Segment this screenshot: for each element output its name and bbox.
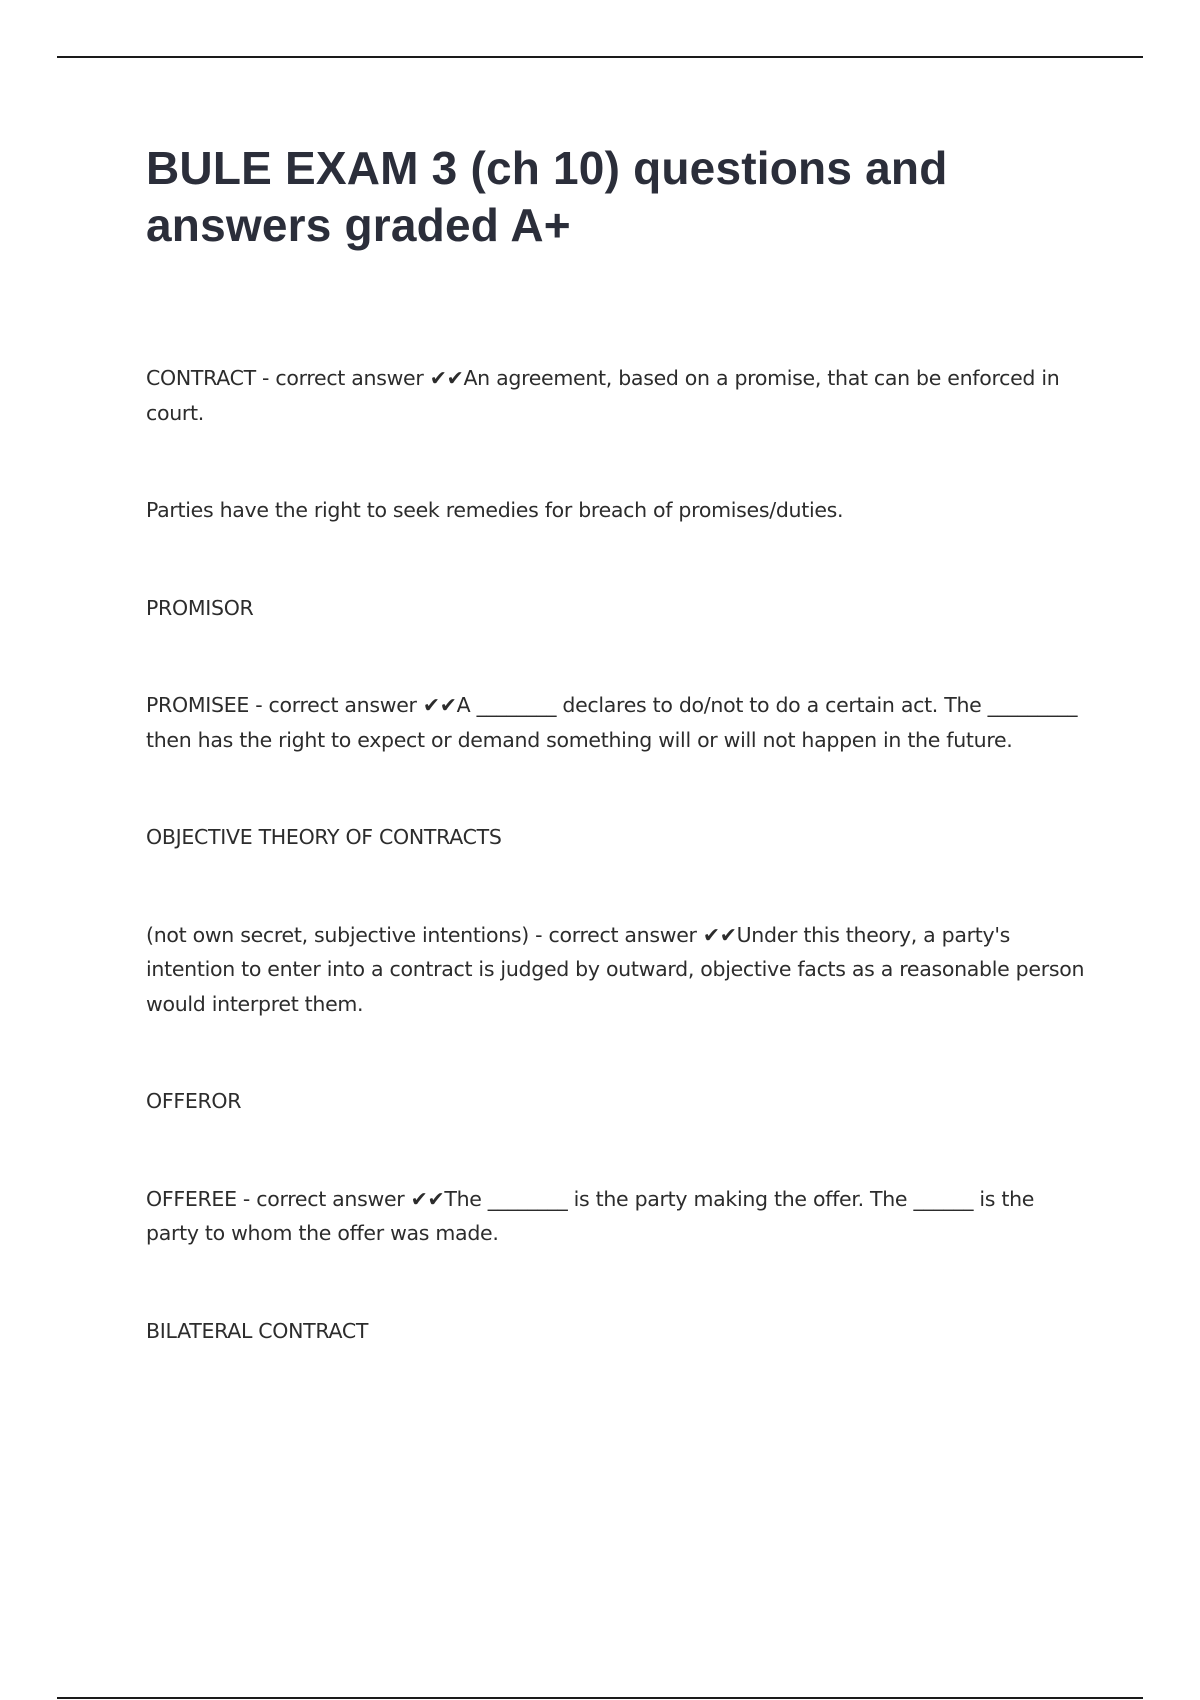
document-body: [146, 140, 1086, 1348]
entry-bilateral-contract: BILATERAL CONTRACT: [146, 1318, 369, 1343]
entry-list: [146, 361, 1086, 1348]
bottom-divider: [57, 1697, 1143, 1699]
entry-promisee: PROMISEE - correct answer ✔✔A ________ declares to do/not to do a certain act. The _________ then has the right to expect or demand something will or will not happen in the future.: [146, 693, 1078, 752]
document-title: BULE EXAM 3 (ch 10) questions and answers graded A+: [146, 142, 948, 251]
entry-objective-theory: OBJECTIVE THEORY OF CONTRACTS: [146, 825, 502, 849]
entry-remedies: Parties have the right to seek remedies for breach of promises/duties.: [146, 498, 844, 522]
entry-subjective-intentions: (not own secret, subjective intentions) - correct answer ✔✔Under this theory, a party's intention to enter into a contract is judged by outward, objective facts as a reasonable person would interpret them.: [146, 922, 1085, 1016]
entry-offeree: OFFEREE - correct answer ✔✔The ________ is the party making the offer. The ______ is the party to whom the offer was made.: [146, 1186, 1035, 1245]
entry-contract: CONTRACT - correct answer ✔✔An agreement, based on a promise, that can be enforced in court.: [146, 366, 1060, 425]
entry-offeror: OFFEROR: [146, 1089, 242, 1113]
top-divider: [57, 56, 1143, 58]
entry-promisor: PROMISOR: [146, 595, 254, 620]
